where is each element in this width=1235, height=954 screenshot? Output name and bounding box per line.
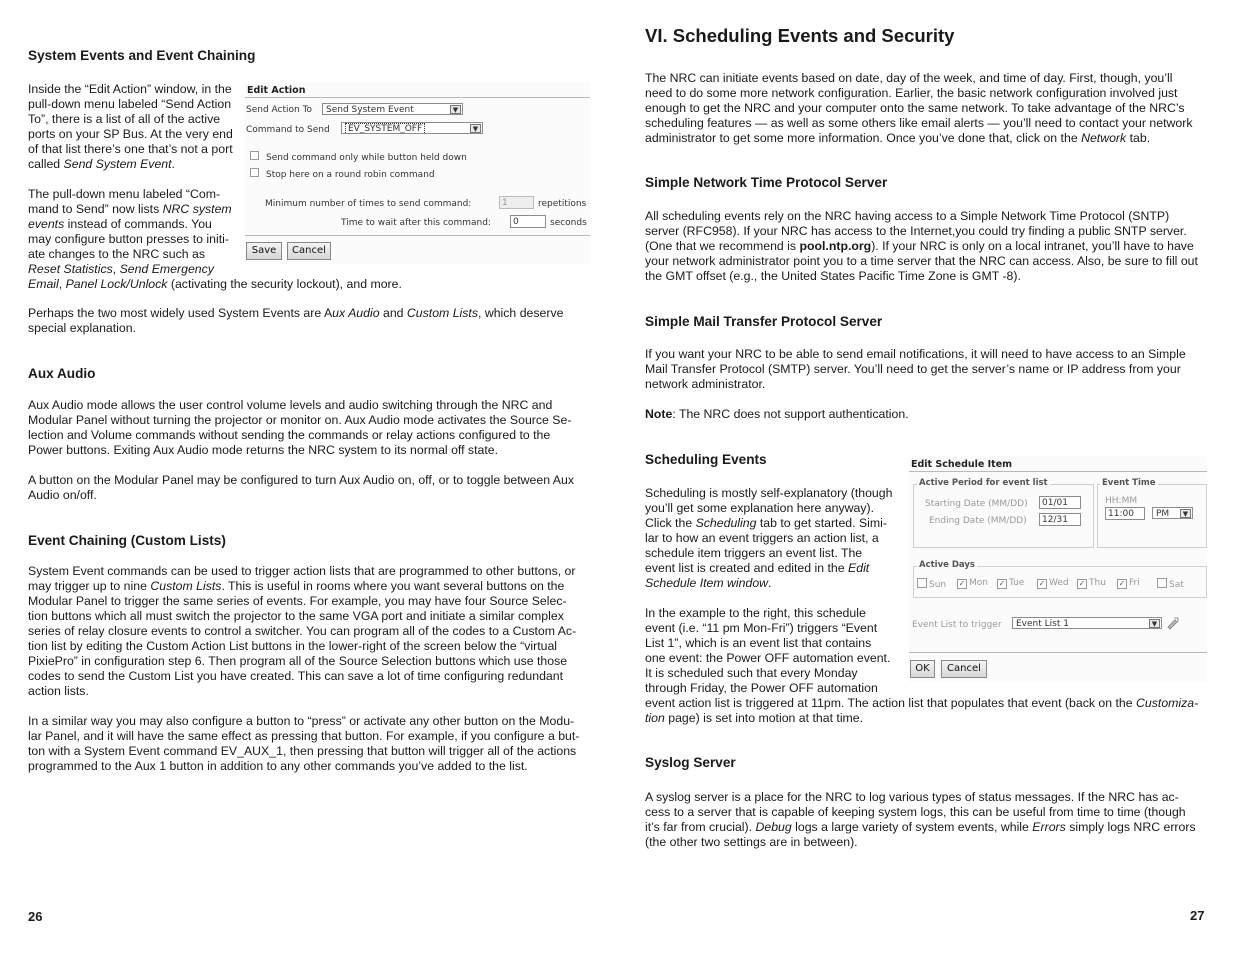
heading-smtp: Simple Mail Transfer Protocol Server bbox=[645, 314, 883, 329]
text-line: tion page) is set into motion at that time. bbox=[645, 711, 864, 725]
text-line: Inside the “Edit Action” window, in the bbox=[28, 82, 232, 96]
text-line: Email, Panel Lock/Unlock (activating the security lockout), and more. bbox=[28, 277, 402, 291]
day-checkbox[interactable]: ✓ bbox=[958, 579, 966, 588]
start-date-input[interactable]: 01/01 bbox=[1039, 496, 1081, 509]
cancel-button[interactable]: Cancel bbox=[941, 660, 987, 678]
chevron-down-icon: ▼ bbox=[1149, 619, 1160, 628]
wait-time-label: Time to wait after this command: bbox=[341, 218, 491, 228]
intro-paragraph bbox=[645, 71, 1192, 146]
event-chaining-paragraph-1 bbox=[28, 564, 576, 699]
command-to-send-select[interactable]: EV_SYSTEM_OFF ▼ bbox=[341, 122, 483, 134]
text-line: it’s far from crucial). Debug logs a large variety of system events, while Errors simply logs NRC errors bbox=[645, 820, 1196, 834]
chevron-down-icon: ▼ bbox=[1180, 509, 1191, 518]
end-date-input[interactable]: 12/31 bbox=[1039, 513, 1081, 526]
footer-divider bbox=[245, 235, 590, 236]
text-line: All scheduling events rely on the NRC having access to a Simple Network Time Protocol (SNTP) bbox=[645, 209, 1170, 223]
send-action-to-label: Send Action To bbox=[246, 105, 313, 115]
active-period-legend: Active Period for event list bbox=[919, 478, 1048, 488]
text-line: The pull-down menu labeled “Com- bbox=[28, 187, 221, 201]
chevron-down-icon: ▼ bbox=[450, 105, 461, 114]
system-events-paragraph-3 bbox=[28, 306, 563, 336]
text-line: pull-down menu labeled “Send Action bbox=[28, 97, 232, 111]
cancel-button[interactable]: Cancel bbox=[287, 242, 331, 260]
aux-audio-paragraph-1 bbox=[28, 398, 571, 458]
day-checkbox[interactable]: ✓ bbox=[998, 579, 1006, 588]
text-line: may configure button presses to initi- bbox=[28, 232, 229, 246]
system-events-paragraph-1 bbox=[28, 82, 233, 172]
send-action-to-select[interactable]: Send System Event ▼ bbox=[322, 103, 463, 115]
day-label: Sun bbox=[929, 580, 947, 590]
heading-aux-audio: Aux Audio bbox=[28, 366, 96, 381]
day-label: Wed bbox=[1049, 578, 1069, 588]
text-line: Note: The NRC does not support authentication. bbox=[645, 407, 909, 421]
edit-action-title: Edit Action bbox=[247, 85, 306, 96]
text-line: you’ll get some explanation here anyway). bbox=[645, 501, 874, 515]
text-line: Power buttons. Exiting Aux Audio mode returns the NRC system to its normal off state. bbox=[28, 443, 499, 457]
text-line: Modular Panel without turning the projector or monitor on. Aux Audio mode activates the Source Se- bbox=[28, 413, 572, 427]
held-down-label: Send command only while button held down bbox=[266, 153, 467, 163]
chapter-title: VI. Scheduling Events and Security bbox=[645, 25, 955, 46]
min-times-label: Minimum number of times to send command: bbox=[265, 199, 472, 209]
day-checkbox[interactable]: ✓ bbox=[1118, 579, 1126, 588]
text-line: your network administrator point you to a time server that the NRC can access. Also, be sure to fill out bbox=[645, 254, 1198, 268]
text-line: mand to Send” now lists NRC system bbox=[28, 202, 232, 216]
smtp-paragraph bbox=[645, 347, 1186, 392]
heading-sntp: Simple Network Time Protocol Server bbox=[645, 175, 888, 190]
held-down-checkbox[interactable] bbox=[250, 151, 259, 160]
text-line: event action list is triggered at 11pm. The action list that populates that event (back on the Customiza- bbox=[645, 696, 1199, 710]
event-chaining-paragraph-2 bbox=[28, 714, 579, 774]
text-line: action lists. bbox=[28, 684, 89, 698]
text-line: network administrator. bbox=[645, 377, 766, 391]
text-line: Schedule Item window. bbox=[645, 576, 772, 590]
text-line: PixiePro” in configuration step 6. Then program all of the Source Selection buttons which use those bbox=[28, 654, 568, 668]
text-line: events instead of commands. You bbox=[28, 217, 212, 231]
event-list-label: Event List to trigger bbox=[912, 620, 1002, 630]
scheduling-paragraph-1 bbox=[645, 486, 892, 591]
seconds-label: seconds bbox=[550, 218, 587, 228]
text-line: ton with a System Event command EV_AUX_1, then pressing that button will trigger all of the actions bbox=[28, 744, 577, 758]
day-wed[interactable] bbox=[1037, 578, 1069, 589]
text-line: In the example to the right, this schedule bbox=[645, 606, 866, 620]
text-line: (One that we recommend is pool.ntp.org). If your NRC is only on a local intranet, you’ll have to have bbox=[645, 239, 1194, 253]
chevron-down-icon: ▼ bbox=[470, 124, 481, 133]
day-checkbox[interactable]: ✓ bbox=[1078, 579, 1086, 588]
text-line: List 1”, which is an event list that contains bbox=[645, 636, 872, 650]
text-line: (the other two settings are in between). bbox=[645, 835, 858, 849]
edit-action-dialog bbox=[245, 82, 590, 264]
title-divider bbox=[909, 471, 1207, 472]
text-line: ate changes to the NRC such as bbox=[28, 247, 206, 261]
edit-schedule-item-dialog bbox=[909, 456, 1207, 682]
round-robin-label: Stop here on a round robin command bbox=[266, 170, 435, 180]
syslog-paragraph bbox=[645, 790, 1196, 850]
text-line: series of relay closure events to control a switcher. You can program all of the codes to a Custom Ac- bbox=[28, 624, 577, 638]
day-mon[interactable] bbox=[957, 578, 988, 589]
repetitions-label: repetitions bbox=[538, 199, 587, 209]
page-number-left: 26 bbox=[28, 909, 43, 924]
day-label: Fri bbox=[1129, 578, 1140, 588]
text-line: To”, there is a list of all of the active bbox=[28, 112, 221, 126]
text-line: The NRC can initiate events based on date, day of the week, and time of day. First, though, you’ll bbox=[645, 71, 1173, 85]
text-line: Aux Audio mode allows the user control volume levels and audio switching through the NRC and bbox=[28, 398, 553, 412]
text-line: tion list by editing the Custom Action List buttons in the lower-right of the screen below the “virtual bbox=[28, 639, 558, 653]
text-line: event (i.e. “11 pm Mon-Fri”) triggers “Event bbox=[645, 621, 878, 635]
heading-scheduling-events: Scheduling Events bbox=[645, 452, 767, 467]
text-line: one event: the Power OFF automation event. bbox=[645, 651, 891, 665]
save-button[interactable]: Save bbox=[246, 242, 282, 260]
text-line: Perhaps the two most widely used System Events are Aux Audio and Custom Lists, which deserve bbox=[28, 306, 564, 320]
text-line: special explanation. bbox=[28, 321, 137, 335]
ok-button[interactable]: OK bbox=[910, 660, 935, 678]
page-number-right: 27 bbox=[1190, 908, 1205, 923]
text-line: administrator to get some more information. Once you’ve done that, click on the Network tab. bbox=[645, 131, 1151, 145]
text-line: called Send System Event. bbox=[28, 157, 175, 171]
smtp-note bbox=[645, 407, 909, 422]
wait-time-input[interactable]: 0 bbox=[510, 215, 546, 228]
title-divider bbox=[245, 97, 590, 98]
day-thu[interactable] bbox=[1077, 578, 1106, 589]
text-line: event list is created and edited in the Edit bbox=[645, 561, 870, 575]
active-days-row bbox=[917, 578, 1205, 592]
day-label: Tue bbox=[1009, 578, 1025, 588]
day-fri[interactable] bbox=[1117, 578, 1140, 589]
text-line: In a similar way you may also configure a button to “press” or activate any other button on the Modu- bbox=[28, 714, 575, 728]
round-robin-checkbox[interactable] bbox=[250, 168, 259, 177]
day-checkbox[interactable] bbox=[917, 578, 927, 588]
start-date-label: Starting Date (MM/DD) bbox=[925, 499, 1028, 509]
text-line: A syslog server is a place for the NRC to log various types of status messages. If the NRC has ac- bbox=[645, 790, 1179, 804]
text-line: schedule item triggers an event list. The bbox=[645, 546, 863, 560]
text-line: ports on your SP Bus. At the very end bbox=[28, 127, 233, 141]
sntp-paragraph bbox=[645, 209, 1198, 284]
text-line: programmed to the Aux 1 button in addition to any other commands you’ve added to the list. bbox=[28, 759, 528, 773]
active-days-legend: Active Days bbox=[919, 560, 975, 570]
time-format-hint: HH:MM bbox=[1105, 496, 1138, 506]
text-line: through Friday, the Power OFF automation bbox=[645, 681, 878, 695]
event-list-select[interactable]: Event List 1 ▼ bbox=[1012, 617, 1162, 629]
text-line: lar Panel, and it will have the same effect as pressing that button. For example, if you configure a but- bbox=[28, 729, 580, 743]
text-line: codes to send the Custom List you have created. This can save a lot of time configuring redundant bbox=[28, 669, 563, 683]
text-line: Reset Statistics, Send Emergency bbox=[28, 262, 214, 276]
event-time-input[interactable]: 11:00 bbox=[1105, 507, 1145, 520]
text-line: Modular Panel to trigger the same series of events. For example, you may have four Source Selec- bbox=[28, 594, 567, 608]
text-line: cess to a server that is capable of keeping system logs, this can be useful from time to time (though bbox=[645, 805, 1186, 819]
text-line: server (RFC958). If your NRC has access to the Internet,you could try finding a public SNTP server. bbox=[645, 224, 1187, 238]
text-line: Click the Scheduling tab to get started. Simi- bbox=[645, 516, 887, 530]
text-line: System Event commands can be used to trigger action lists that are programmed to other buttons, or bbox=[28, 564, 576, 578]
text-line: need to do some more network configuration. Earlier, the basic network configuration involved just bbox=[645, 86, 1178, 100]
day-label: Mon bbox=[969, 578, 988, 588]
edit-schedule-title: Edit Schedule Item bbox=[911, 459, 1013, 470]
text-line: scheduling features — as well as some others like email alerts — you’ll need to contact your network bbox=[645, 116, 1193, 130]
text-line: lar to how an event triggers an action list, a bbox=[645, 531, 879, 545]
am-pm-select[interactable]: PM ▼ bbox=[1152, 507, 1193, 519]
day-sun[interactable] bbox=[917, 578, 946, 590]
day-tue[interactable] bbox=[997, 578, 1024, 589]
min-times-input[interactable]: 1 bbox=[499, 196, 534, 209]
text-line: Mail Transfer Protocol (SMTP) server. You’ll need to get the server’s name or IP address from your bbox=[645, 362, 1181, 376]
text-line: of that list there’s one that’s not a port bbox=[28, 142, 233, 156]
heading-syslog: Syslog Server bbox=[645, 755, 736, 770]
text-line: tion buttons which all must switch the projector to the same VGA port and initiate a similar complex bbox=[28, 609, 564, 623]
event-time-legend: Event Time bbox=[1102, 478, 1156, 488]
heading-event-chaining: Event Chaining (Custom Lists) bbox=[28, 533, 226, 548]
day-checkbox[interactable]: ✓ bbox=[1038, 579, 1046, 588]
end-date-label: Ending Date (MM/DD) bbox=[929, 516, 1027, 526]
text-line: If you want your NRC to be able to send email notifications, it will need to have access to an Simple bbox=[645, 347, 1186, 361]
day-checkbox[interactable] bbox=[1157, 578, 1167, 588]
day-sat[interactable] bbox=[1157, 578, 1184, 590]
text-line: It is scheduled such that every Monday bbox=[645, 666, 858, 680]
aux-audio-paragraph-2 bbox=[28, 473, 574, 503]
day-label: Sat bbox=[1169, 580, 1184, 590]
text-line: lection and Volume commands without sending the commands or relay actions configured to the bbox=[28, 428, 551, 442]
text-line: A button on the Modular Panel may be configured to turn Aux Audio on, off, or to toggle between Aux bbox=[28, 473, 574, 487]
command-to-send-label: Command to Send bbox=[246, 125, 330, 135]
day-label: Thu bbox=[1089, 578, 1106, 588]
footer-divider bbox=[909, 652, 1207, 653]
text-line: the GMT offset (e.g., the United States Pacific Time Zone is GMT -8). bbox=[645, 269, 1021, 283]
text-line: may trigger up to nine Custom Lists. This is useful in rooms where you want several buttons on the bbox=[28, 579, 565, 593]
heading-system-events: System Events and Event Chaining bbox=[28, 48, 256, 63]
text-line: Audio on/off. bbox=[28, 488, 97, 502]
text-line: Scheduling is mostly self-explanatory (though bbox=[645, 486, 893, 500]
text-line: enough to get the NRC and your computer onto the same network. To take advantage of the NRC’s bbox=[645, 101, 1185, 115]
edit-list-icon[interactable] bbox=[1166, 617, 1180, 630]
